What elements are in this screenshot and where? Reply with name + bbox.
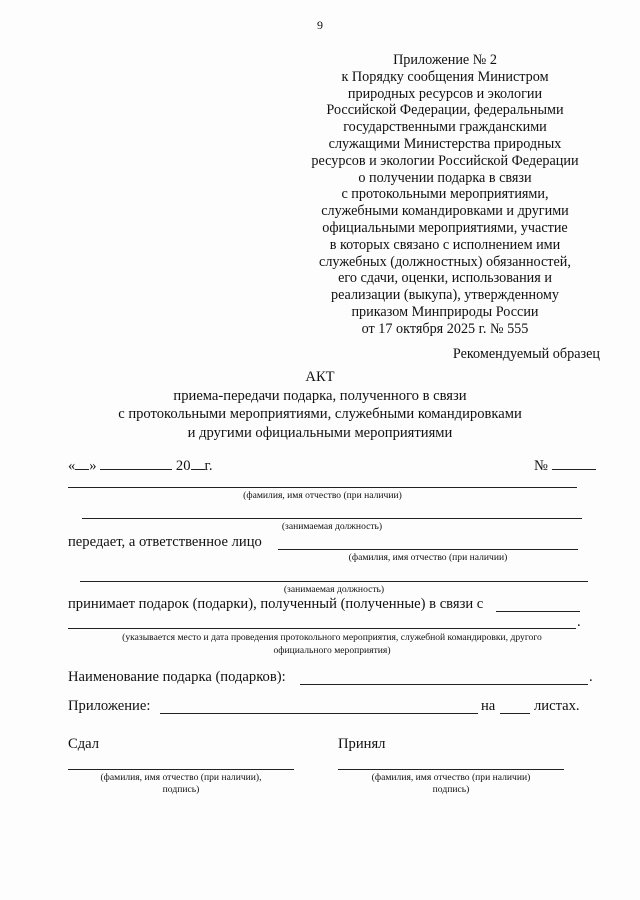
appendix-line: государственными гражданскими [343, 119, 547, 136]
received-caption-line: подпись) [432, 784, 470, 795]
date-quote-close: » [89, 458, 97, 474]
appendix-line: от 17 октября 2025 г. № 555 [361, 320, 529, 337]
appendix-line: в которых связано с исполнением ими [329, 236, 561, 253]
sheets-label: листах. [534, 698, 580, 714]
accepts-text: принимает подарок (подарки), полученный (полученные) в связи с [68, 596, 484, 612]
appendix-line: природных ресурсов и экологии [347, 85, 543, 102]
appendix-line: Российской Федерации, федеральными [326, 102, 564, 119]
date-quote-open: « [68, 458, 76, 474]
date-row [68, 455, 213, 475]
year-field[interactable] [191, 455, 205, 470]
appendix-line: Приложение № 2 [393, 52, 497, 68]
responsible-position-line[interactable] [80, 581, 588, 582]
event-line[interactable] [68, 628, 576, 629]
responsible-position-caption: (занимаемая должность) [283, 584, 385, 595]
handed-signature-line[interactable] [68, 769, 294, 770]
appendix-line: к Порядку сообщения Министром [341, 68, 549, 85]
event-line-period: . [577, 614, 581, 630]
handed-caption [68, 772, 294, 796]
received-signature-line[interactable] [338, 769, 564, 770]
on-label: на [481, 698, 496, 714]
received-caption-line: (фамилия, имя отчество (при наличии) [371, 772, 531, 783]
day-field[interactable] [75, 455, 89, 470]
act-heading: АКТ [305, 369, 335, 385]
transfers-label: передает, а ответственное лицо [68, 534, 262, 550]
sheets-count-field[interactable] [500, 713, 530, 714]
gift-name-period: . [589, 669, 593, 685]
appendix-line: его сдачи, оценки, использования и [338, 270, 552, 287]
appendix-block [290, 52, 600, 338]
event-caption [68, 632, 596, 657]
number-field[interactable] [552, 455, 596, 470]
giver-position-line[interactable] [82, 518, 582, 519]
appendix-line: реализации (выкупа), утвержденному [330, 287, 560, 304]
giver-position-caption: (занимаемая должность) [281, 521, 383, 532]
number-label: № [534, 458, 548, 474]
act-title-line: и другими официальными мероприятиями [187, 424, 453, 441]
appendix-line: ресурсов и экологии Российской Федерации [311, 152, 579, 169]
event-caption-line: официального мероприятия) [273, 644, 391, 656]
giver-fio-caption: (фамилия, имя отчество (при наличии) [243, 490, 402, 501]
responsible-fio-line[interactable] [278, 549, 578, 550]
year-prefix: 20 [175, 458, 191, 474]
giver-fio-line[interactable] [68, 487, 577, 488]
attachment-field[interactable] [160, 713, 478, 714]
responsible-fio-caption: (фамилия, имя отчество (при наличии) [348, 552, 508, 563]
month-field[interactable] [100, 455, 172, 470]
accepts-reason-line[interactable] [496, 611, 580, 612]
received-caption [338, 772, 564, 796]
appendix-line: о получении подарка в связи [358, 169, 532, 186]
gift-name-label: Наименование подарка (подарков): [68, 669, 286, 685]
appendix-line: служебными командировками и другими [321, 203, 569, 220]
handed-caption-line: (фамилия, имя отчество (при наличии), [100, 772, 262, 783]
act-title-line: приема-передачи подарка, полученного в связи [173, 387, 467, 404]
appendix-line: с протокольными мероприятиями, [341, 186, 549, 203]
appendix-line: приказом Минприроды России [351, 303, 539, 320]
act-title [0, 368, 640, 442]
handed-caption-line: подпись) [162, 784, 200, 795]
attachment-label: Приложение: [68, 698, 151, 714]
received-label: Принял [338, 736, 386, 752]
year-suffix: г. [204, 458, 213, 474]
event-caption-line: (указывается место и дата проведения протокольного мероприятия, служебной командировки, другого [122, 632, 542, 643]
appendix-line: официальными мероприятиями, участие [322, 219, 568, 236]
sample-label: Рекомендуемый образец [452, 346, 600, 362]
appendix-line: служащими Министерства природных [328, 135, 562, 152]
appendix-line: служебных (должностных) обязанностей, [319, 253, 571, 270]
number-row [534, 455, 596, 475]
handed-label: Сдал [68, 736, 100, 752]
act-title-line: с протокольными мероприятиями, служебными командировками [118, 406, 522, 423]
gift-name-field[interactable] [300, 684, 588, 685]
page-number: 9 [317, 18, 323, 32]
